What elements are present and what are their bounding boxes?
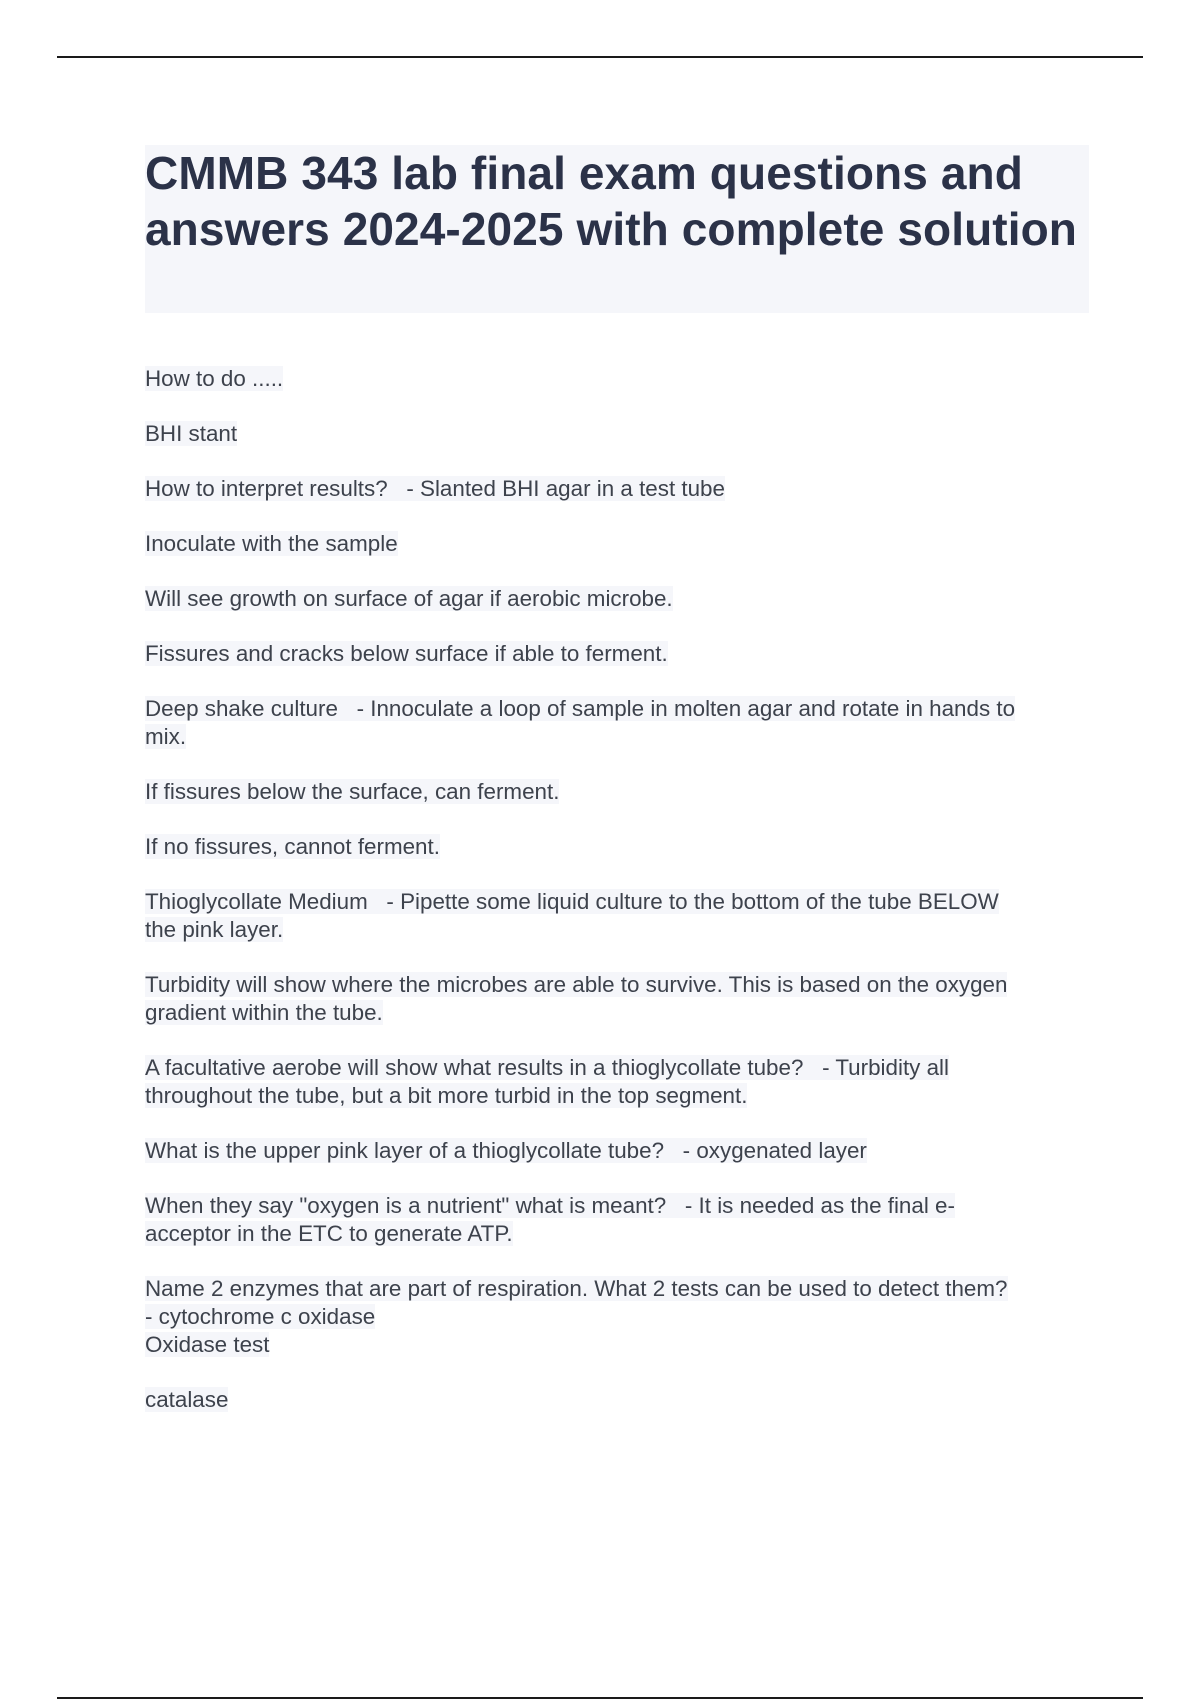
text-line-content: mix. (145, 724, 187, 749)
text-line (145, 1137, 1090, 1165)
text-line-content: Name 2 enzymes that are part of respiration. What 2 tests can be used to detect them? (145, 1276, 1008, 1301)
text-line (145, 585, 1090, 613)
text-line (145, 640, 1090, 668)
text-line-content: If no fissures, cannot ferment. (145, 834, 440, 859)
text-line-content: Thioglycollate Medium - Pipette some liquid culture to the bottom of the tube BELOW (145, 889, 999, 914)
qa-paragraph (145, 420, 1090, 448)
text-line (145, 1331, 1090, 1359)
qa-paragraph (145, 1137, 1090, 1165)
text-line (145, 833, 1090, 861)
qa-paragraph (145, 971, 1090, 1027)
text-line (145, 1054, 1090, 1082)
qa-paragraph (145, 475, 1090, 503)
text-line (145, 916, 1090, 944)
text-line-content: the pink layer. (145, 917, 284, 942)
qa-paragraph (145, 530, 1090, 558)
text-line-content: How to interpret results? - Slanted BHI agar in a test tube (145, 476, 725, 501)
text-line (145, 888, 1090, 916)
qa-paragraph (145, 365, 1090, 393)
text-line-content: How to do ..... (145, 366, 284, 391)
qa-paragraph (145, 778, 1090, 806)
text-line (145, 420, 1090, 448)
qa-paragraph (145, 833, 1090, 861)
text-line-content: catalase (145, 1387, 229, 1412)
text-line-content: throughout the tube, but a bit more turbid in the top segment. (145, 1083, 748, 1108)
document-body (145, 365, 1090, 1441)
text-line-content: If fissures below the surface, can ferment. (145, 779, 560, 804)
text-line-content: gradient within the tube. (145, 1000, 383, 1025)
text-line (145, 1303, 1090, 1331)
qa-paragraph (145, 640, 1090, 668)
qa-paragraph (145, 695, 1090, 751)
document-title: CMMB 343 lab final exam questions and answers 2024-2025 with complete solution (145, 147, 1077, 255)
text-line (145, 530, 1090, 558)
text-line-content: Turbidity will show where the microbes are able to survive. This is based on the oxygen (145, 972, 1008, 997)
text-line-content: BHI stant (145, 421, 238, 446)
text-line-content: - cytochrome c oxidase (145, 1304, 376, 1329)
qa-paragraph (145, 888, 1090, 944)
text-line-content: Oxidase test (145, 1332, 270, 1357)
text-line (145, 1386, 1090, 1414)
top-rule (57, 56, 1143, 58)
text-line-content: Deep shake culture - Innoculate a loop of sample in molten agar and rotate in hands to (145, 696, 1016, 721)
text-line (145, 365, 1090, 393)
text-line (145, 695, 1090, 723)
text-line-content: What is the upper pink layer of a thioglycollate tube? - oxygenated layer (145, 1138, 867, 1163)
text-line-content: When they say "oxygen is a nutrient" what is meant? - It is needed as the final e- (145, 1193, 955, 1218)
text-line (145, 475, 1090, 503)
qa-paragraph (145, 1275, 1090, 1359)
qa-paragraph (145, 1054, 1090, 1110)
qa-paragraph (145, 585, 1090, 613)
text-line-content: Fissures and cracks below surface if able to ferment. (145, 641, 668, 666)
text-line (145, 971, 1090, 999)
text-line (145, 1192, 1090, 1220)
text-line (145, 1275, 1090, 1303)
title-block (145, 145, 1089, 313)
text-line (145, 999, 1090, 1027)
text-line (145, 778, 1090, 806)
text-line-content: Inoculate with the sample (145, 531, 398, 556)
qa-paragraph (145, 1192, 1090, 1248)
qa-paragraph (145, 1386, 1090, 1414)
text-line (145, 1220, 1090, 1248)
text-line (145, 1082, 1090, 1110)
text-line-content: acceptor in the ETC to generate ATP. (145, 1221, 513, 1246)
text-line-content: Will see growth on surface of agar if aerobic microbe. (145, 586, 673, 611)
text-line (145, 723, 1090, 751)
bottom-rule (57, 1697, 1143, 1699)
text-line-content: A facultative aerobe will show what results in a thioglycollate tube? - Turbidity all (145, 1055, 949, 1080)
